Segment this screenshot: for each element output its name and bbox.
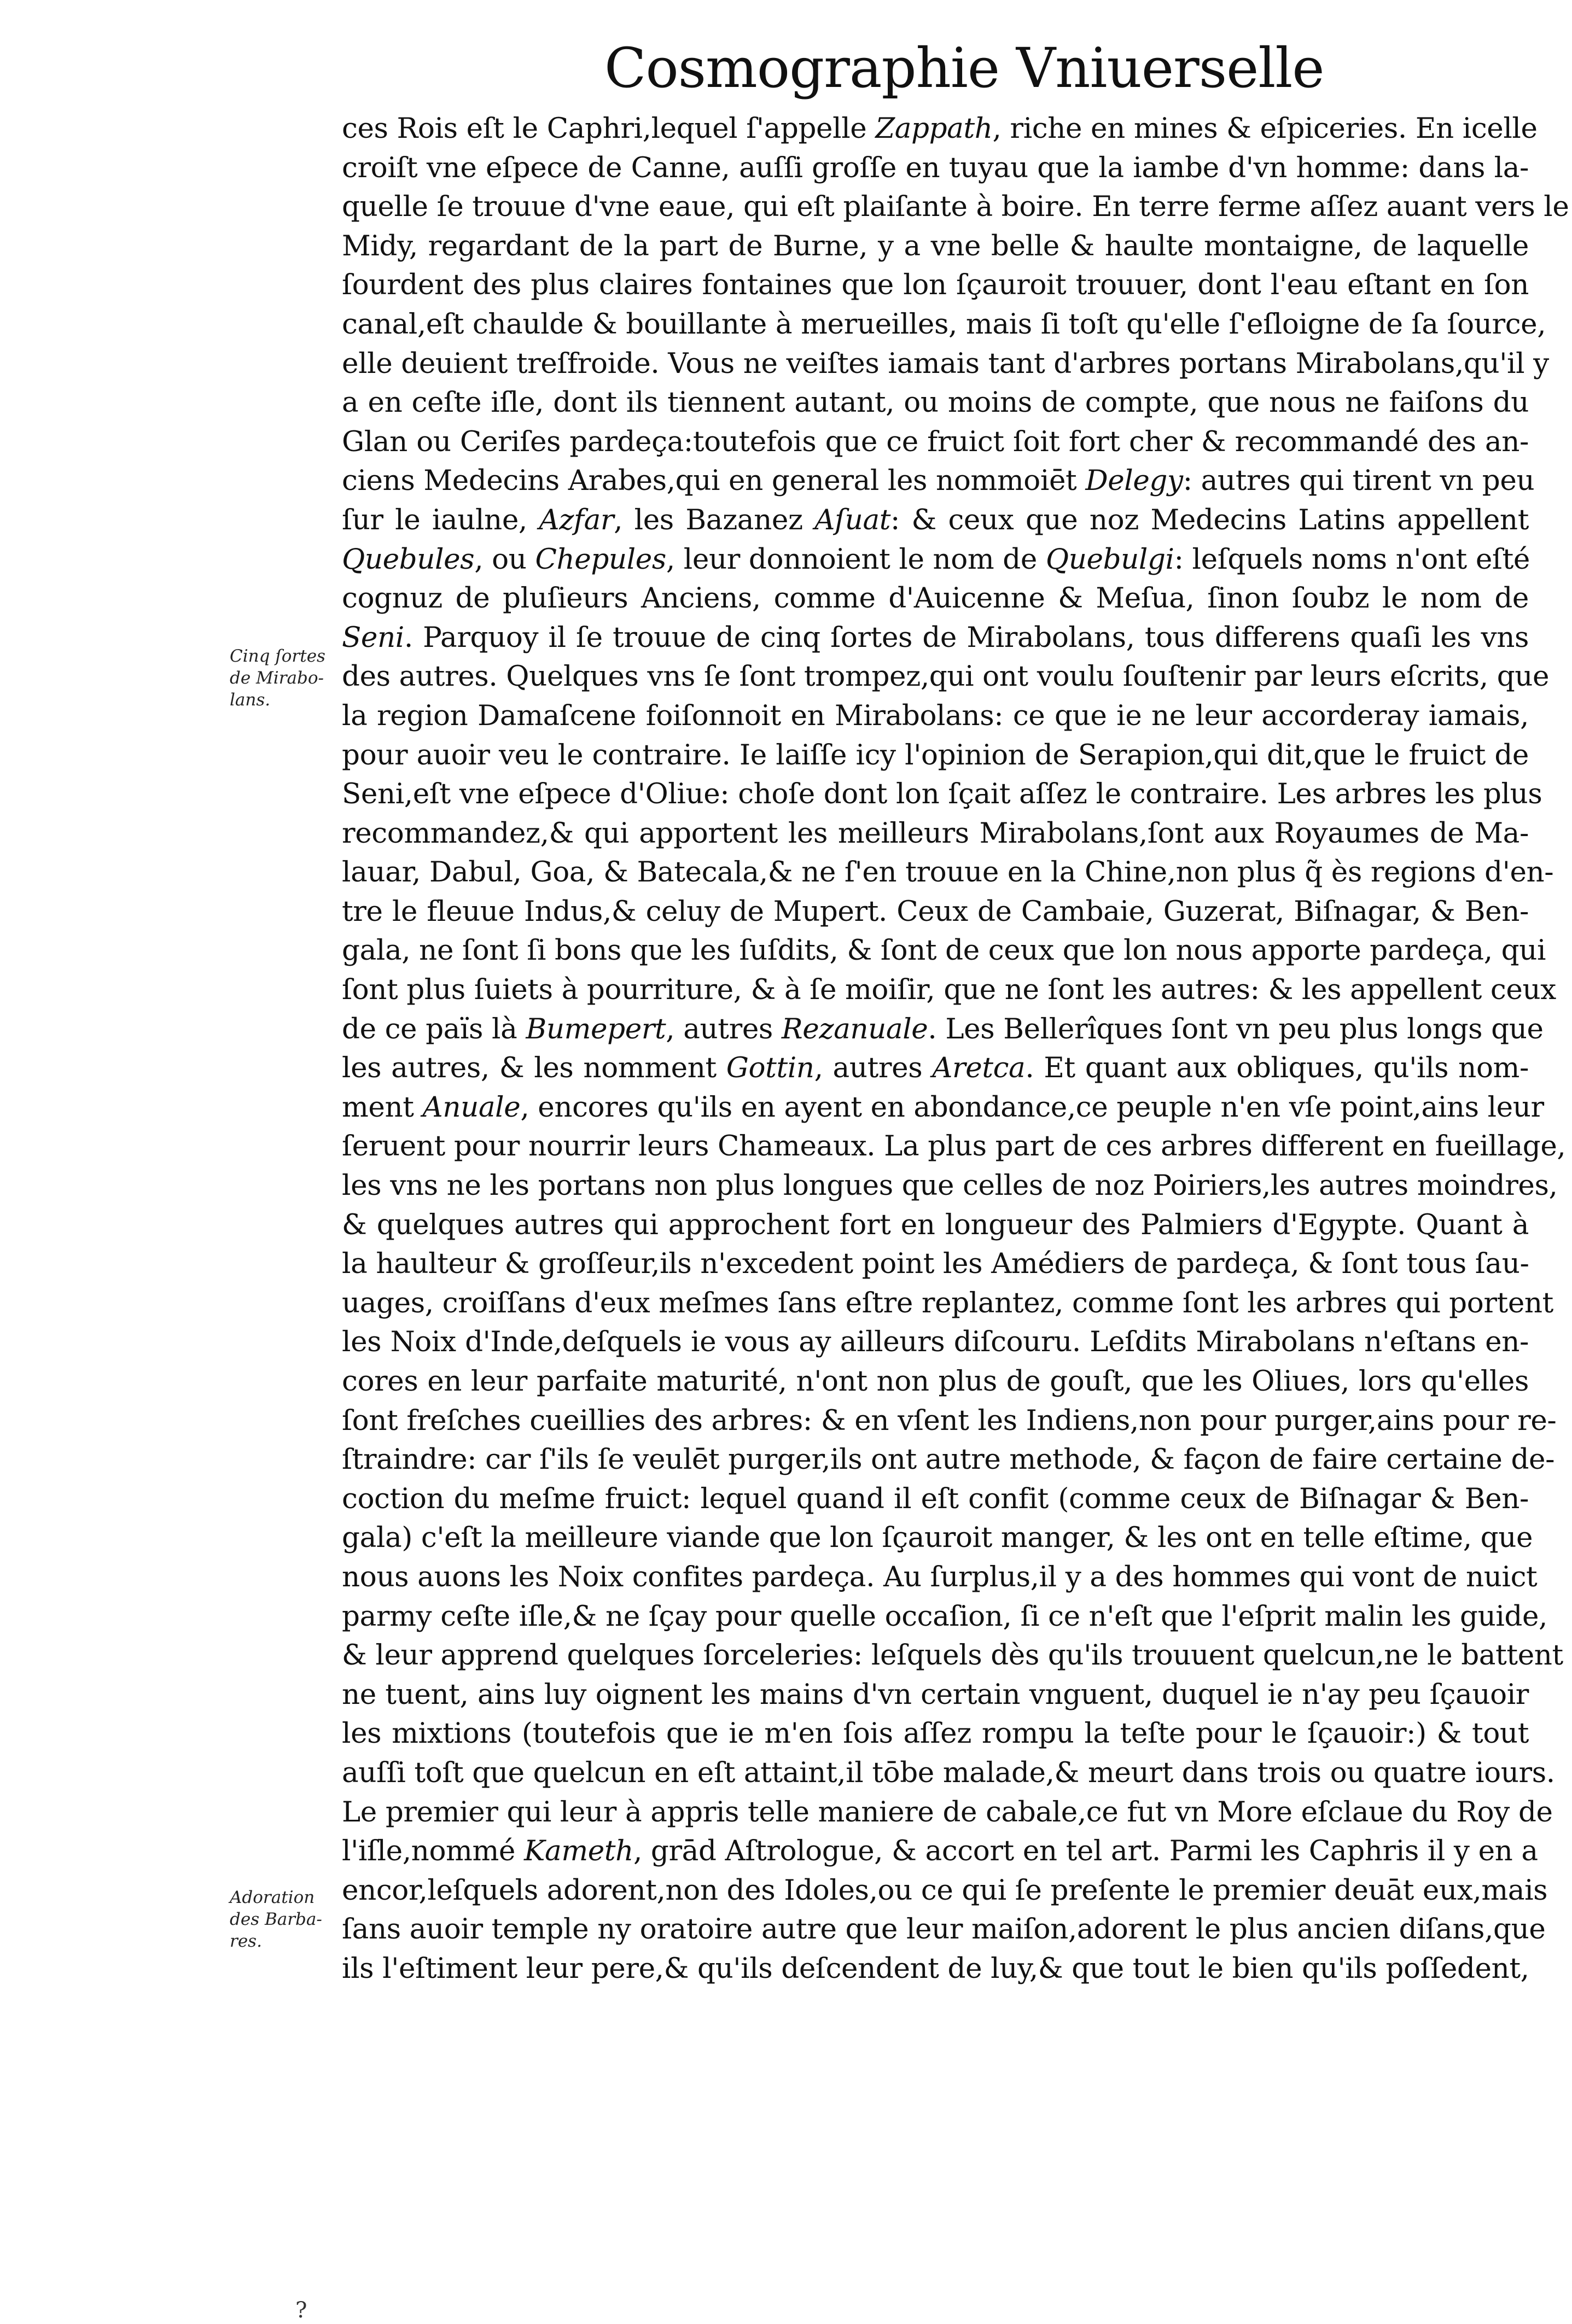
text-line <box>342 149 1529 188</box>
text-line <box>342 266 1529 305</box>
text-segment: cores en leur parfaite maturité, n'ont non plus de gouſt, que les Oliues, lors qu'elles <box>342 1365 1529 1398</box>
text-line <box>342 775 1542 814</box>
italic-term: Rezanuale <box>781 1012 928 1046</box>
italic-term: Quebules <box>342 542 475 576</box>
text-line <box>342 931 1546 971</box>
running-head-title: Cosmographie Vniuerselle <box>604 36 1324 100</box>
italic-term: Chepules <box>535 542 666 576</box>
text-segment: , ou <box>474 542 535 576</box>
text-line <box>342 657 1550 697</box>
text-line <box>342 188 1569 227</box>
text-segment: croiſt vne eſpece de Canne, auſſi groſſe en tuyau que la iambe d'vn homme: dans la- <box>342 151 1529 184</box>
text-line <box>342 1871 1548 1911</box>
margin-note-line: des Barba- <box>230 1910 322 1929</box>
text-line <box>342 853 1554 892</box>
italic-term: Zappath <box>875 112 993 145</box>
text-segment: ſont plus ſuiets à pourriture, & à ſe moiſir, que ne ſont les autres: & les appellent ceux <box>342 973 1556 1007</box>
italic-term: Bumepert <box>526 1012 666 1046</box>
text-segment: cognuz de pluſieurs Anciens, comme d'Auicenne & Meſua, ſinon ſoubz le nom de <box>342 582 1529 615</box>
text-line <box>342 540 1529 580</box>
text-segment: tre le fleuue Indus,& celuy de Mupert. Ceux de Cambaie, Guzerat, Biſnagar, & Ben- <box>342 895 1529 928</box>
margin-note-cinq-sortes <box>230 645 345 711</box>
text-line <box>342 1480 1529 1519</box>
italic-term: Aſuat <box>814 503 891 536</box>
text-segment: elle deuient treſfroide. Vous ne veiſtes iamais tant d'arbres portans Mirabolans,qu'il y <box>342 347 1549 380</box>
text-segment: la haulteur & groſſeur,ils n'excedent point les Amédiers de pardeça, & ſont tous ſau- <box>342 1247 1529 1281</box>
text-segment: , riche en mines & eſpiceries. En icelle <box>992 112 1538 145</box>
text-segment: quelle ſe trouue d'vne eaue, qui eſt plaiſante à boire. En terre ferme aſſez auant vers le <box>342 190 1569 224</box>
text-line <box>342 462 1535 501</box>
text-segment: , autres <box>814 1052 933 1085</box>
text-segment: canal,eſt chaulde & bouillante à merueilles, mais ſi toſt qu'elle ſ'eſloigne de ſa ſource, <box>342 307 1546 341</box>
text-line <box>342 1010 1544 1049</box>
text-line <box>342 618 1529 658</box>
text-segment: ne tuent, ains luy oignent les mains d'vn certain vnguent, duquel ie n'ay peu ſçauoir <box>342 1678 1529 1711</box>
text-segment: , leur donnoient le nom de <box>666 542 1046 576</box>
text-segment: , les Bazanez <box>614 503 815 536</box>
text-segment: Glan ou Ceriſes pardeça:toutefois que ce fruict ſoit fort cher & recommandé des an- <box>342 425 1529 458</box>
text-segment: : & ceux que noz Medecins Latins appellent <box>890 503 1529 536</box>
text-segment: gala, ne ſont ſi bons que les ſuſdits, & ſont de ceux que lon nous apporte pardeça, qui <box>342 934 1546 967</box>
text-segment: les mixtions (toutefois que ie m'en ſois aſſez rompu la teſte pour le ſçauoir:) & tout <box>342 1717 1529 1750</box>
text-line <box>342 344 1549 384</box>
text-segment: ciens Medecins Arabes,qui en general les nommoiēt <box>342 464 1086 498</box>
text-line <box>342 1597 1548 1637</box>
text-segment: . Les Bellerîques ſont vn peu plus longs que <box>928 1012 1544 1046</box>
italic-term: Delegy <box>1085 464 1183 498</box>
text-segment: Le premier qui leur à appris telle maniere de cabale,ce fut vn More eſclaue du Roy de <box>342 1795 1553 1829</box>
text-segment: auſſi toſt que quelcun en eſt attaint,il tōbe malade,& meurt dans trois ou quatre iours. <box>342 1756 1555 1789</box>
text-segment: a en ceſte iſle, dont ils tiennent autant, ou moins de compte, que nous ne faiſons du <box>342 386 1529 419</box>
text-line <box>342 305 1546 344</box>
text-line <box>342 1675 1529 1715</box>
text-line <box>342 109 1538 149</box>
text-line <box>342 579 1529 618</box>
text-line <box>342 1284 1553 1323</box>
text-segment: ſans auoir temple ny oratoire autre que leur maiſon,adorent le plus ancien diſans,que <box>342 1913 1546 1946</box>
text-line <box>342 227 1529 266</box>
text-segment: coction du meſme fruict: lequel quand il eſt confit (comme ceux de Biſnagar & Ben- <box>342 1482 1529 1515</box>
text-line <box>342 1714 1529 1754</box>
text-line <box>342 814 1529 854</box>
text-line <box>342 1206 1529 1245</box>
text-segment: pour auoir veu le contraire. Ie laiſſe icy l'opinion de Serapion,qui dit,que le fruict de <box>342 738 1529 772</box>
text-line <box>342 1088 1544 1128</box>
text-line <box>342 1949 1529 1989</box>
body-text <box>342 109 1569 1989</box>
text-line <box>342 1440 1555 1480</box>
text-segment: ſtraindre: car ſ'ils ſe veulēt purger,ils ont autre methode, & façon de faire certaine de- <box>342 1443 1555 1476</box>
text-segment: l'iſle,nommé <box>342 1835 524 1868</box>
text-segment: encor,leſquels adorent,non des Idoles,ou ce qui ſe preſente le premier deuāt eux,mais <box>342 1873 1548 1907</box>
text-segment: : autres qui tirent vn peu <box>1183 464 1535 498</box>
text-segment: Midy, regardant de la part de Burne, y a vne belle & haulte montaigne, de laquelle <box>342 229 1529 262</box>
text-line <box>342 1127 1566 1166</box>
text-segment: lauar, Dabul, Goa, & Batecala,& ne ſ'en trouue en la Chine,non plus q̃ ès regions d'en- <box>342 856 1554 889</box>
text-line <box>342 1832 1538 1871</box>
text-segment: , autres <box>666 1012 782 1046</box>
text-segment: ſont freſches cueillies des arbres: & en vſent les Indiens,non pour purger,ains pour re- <box>342 1404 1557 1437</box>
italic-term: Kameth <box>523 1835 633 1868</box>
text-line <box>342 1245 1529 1284</box>
text-line <box>342 736 1529 775</box>
text-line <box>342 423 1529 462</box>
text-segment: ſur le iaulne, <box>342 503 539 536</box>
margin-note-adoration <box>230 1887 345 1952</box>
italic-term: Seni <box>342 621 404 654</box>
text-segment: ſeruent pour nourrir leurs Chameaux. La plus part de ces arbres different en fueillage, <box>342 1130 1566 1163</box>
text-segment: gala) c'eſt la meilleure viande que lon ſçauroit manger, & les ont en telle eſtime, que <box>342 1521 1533 1555</box>
text-segment: , grād Aſtrologue, & accort en tel art. Parmi les Caphris il y en a <box>633 1835 1538 1868</box>
text-segment: ſourdent des plus claires fontaines que lon ſçauroit trouuer, dont l'eau eſtant en ſon <box>342 268 1529 302</box>
text-line <box>342 1754 1555 1793</box>
catchword: ? <box>295 2298 307 2323</box>
text-segment: & leur apprend quelques ſorceleries: leſquels dès qu'ils trouuent quelcun,ne le battent <box>342 1639 1563 1672</box>
text-segment: uages, croiſſans d'eux meſmes ſans eſtre replantez, comme ſont les arbres qui portent <box>342 1286 1553 1319</box>
text-segment: des autres. Quelques vns ſe ſont trompez,qui ont voulu ſouſtenir par leurs eſcrits, que <box>342 660 1550 693</box>
text-line <box>342 501 1529 540</box>
text-segment: ils l'eſtiment leur pere,& qu'ils deſcendent de luy,& que tout le bien qu'ils poſſedent, <box>342 1952 1529 1985</box>
margin-note-line: lans. <box>230 690 271 710</box>
text-segment: les Noix d'Inde,deſquels ie vous ay ailleurs diſcouru. Leſdits Mirabolans n'eſtans en- <box>342 1326 1529 1359</box>
italic-term: Azfar <box>539 503 614 536</box>
text-line <box>342 383 1529 423</box>
text-segment: de ce païs là <box>342 1012 526 1046</box>
text-line <box>342 1362 1529 1402</box>
text-segment: ment <box>342 1090 423 1124</box>
text-segment: les vns ne les portans non plus longues que celles de noz Poiriers,les autres moindres, <box>342 1169 1558 1202</box>
italic-term: Anuale <box>422 1090 521 1124</box>
text-line <box>342 1558 1538 1597</box>
text-line <box>342 1910 1546 1949</box>
text-segment: , encores qu'ils en ayent en abondance,ce peuple n'en vſe point,ains leur <box>520 1090 1544 1124</box>
margin-note-line: Cinq ſortes <box>230 646 325 666</box>
italic-term: Quebulgi <box>1045 542 1174 576</box>
text-line <box>342 971 1556 1010</box>
text-segment: recommandez,& qui apportent les meilleurs Mirabolans,ſont aux Royaumes de Ma- <box>342 816 1529 850</box>
text-segment: & quelques autres qui approchent fort en longueur des Palmiers d'Egypte. Quant à <box>342 1208 1529 1241</box>
text-line <box>342 1323 1529 1362</box>
margin-note-line: res. <box>230 1931 262 1951</box>
italic-term: Aretca <box>932 1052 1026 1085</box>
text-segment: parmy ceſte iſle,& ne ſçay pour quelle occaſion, ſi ce n'eſt que l'eſprit malin les guide, <box>342 1599 1548 1633</box>
text-line <box>342 1519 1533 1558</box>
text-segment: . Parquoy il ſe trouue de cinq ſortes de Mirabolans, tous differens quaſi les vns <box>404 621 1529 654</box>
text-segment: les autres, & les nomment <box>342 1052 726 1085</box>
text-line <box>342 1166 1558 1206</box>
text-line <box>342 1402 1557 1441</box>
text-segment: . Et quant aux obliques, qu'ils nom- <box>1025 1052 1529 1085</box>
text-line <box>342 1793 1553 1832</box>
text-segment: ces Rois eſt le Caphri,lequel ſ'appelle <box>342 112 876 145</box>
text-line <box>342 697 1529 736</box>
text-segment: nous auons les Noix confites pardeça. Au ſurplus,il y a des hommes qui vont de nuict <box>342 1560 1538 1593</box>
text-line <box>342 1049 1529 1088</box>
text-segment: la region Damaſcene foiſonnoit en Mirabolans: ce que ie ne leur accorderay iamais, <box>342 699 1529 732</box>
text-line <box>342 892 1529 932</box>
italic-term: Gottin <box>726 1052 814 1085</box>
text-line <box>342 1636 1563 1675</box>
margin-note-line: Adoration <box>230 1888 315 1907</box>
margin-note-line: de Mirabo- <box>230 668 324 688</box>
text-segment: Seni,eſt vne eſpece d'Oliue: choſe dont lon ſçait aſſez le contraire. Les arbres les plus <box>342 778 1542 811</box>
text-segment: : leſquels noms n'ont eſté <box>1174 542 1530 576</box>
